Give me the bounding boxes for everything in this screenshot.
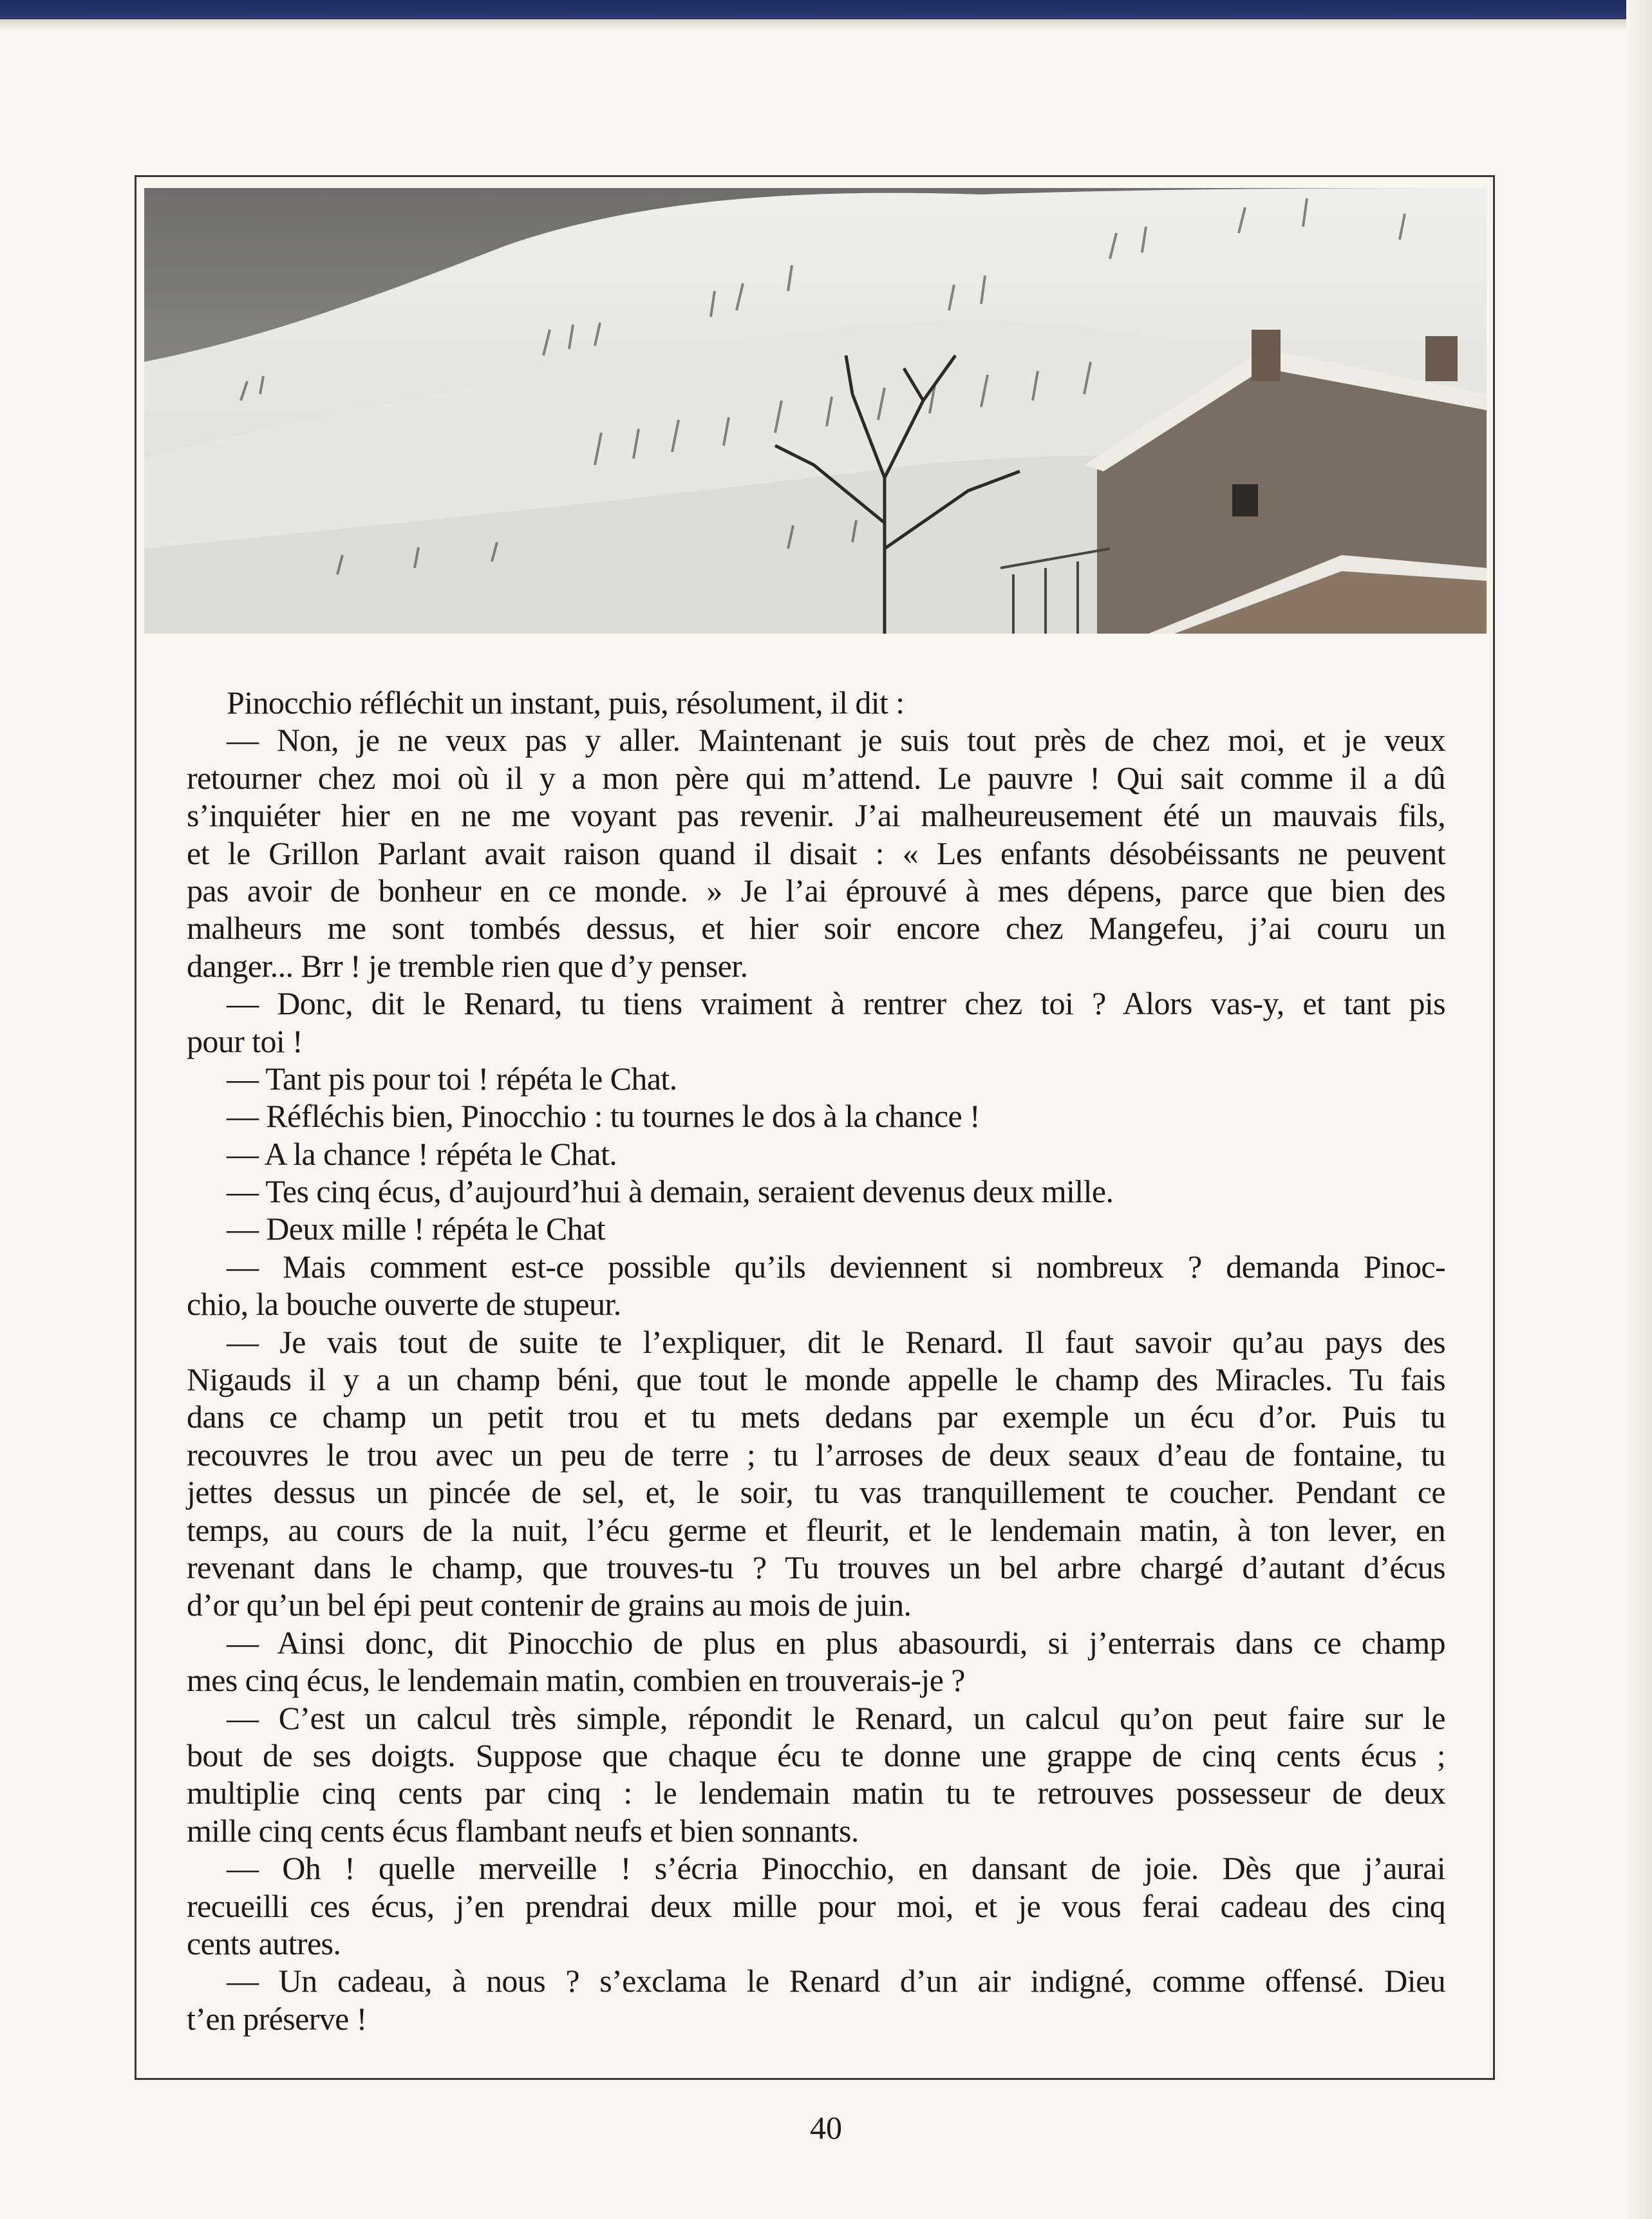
text-line: — A la chance ! répéta le Chat. [227,1135,617,1172]
paragraph [187,1210,1445,1247]
paragraph [187,1135,1445,1173]
text-line: — Deux mille ! répéta le Chat [227,1211,605,1247]
page-number: 40 [810,2110,842,2146]
text-line: temps, au cours de la nuit, l’écu germe et fleurit, et le lendemain matin, à ton lever, en [187,1511,1445,1548]
text-line: pas avoir de bonheur en ce monde. » Je l’ai éprouvé à mes dépens, parce que bien des [187,872,1445,909]
paragraph [187,1699,1445,1850]
text-line: s’inquiéter hier en ne me voyant pas revenir. J’ai malheureusement été un mauvais fils, [187,797,1445,834]
text-line: — Ainsi donc, dit Pinocchio de plus en plus abasourdi, si j’enterrais dans ce champ [227,1624,1445,1661]
text-line: malheurs me sont tombés dessus, et hier soir encore chez Mangefeu, j’ai couru un [187,910,1445,947]
paragraph [187,1624,1445,1699]
text-line: Pinocchio réfléchit un instant, puis, résolument, il dit : [227,685,905,721]
text-line: jettes dessus un pincée de sel, et, le soir, tu vas tranquillement te coucher. Pendant ce [187,1474,1445,1511]
paragraph [187,1097,1445,1135]
text-line: revenant dans le champ, que trouves-tu ? Tu trouves un bel arbre chargé d’autant d’écus [187,1549,1445,1585]
paragraph [187,1248,1445,1323]
text-line: chio, la bouche ouverte de stupeur. [187,1286,621,1323]
illustration-snowy-hills-house [144,188,1487,634]
paragraph [187,1173,1445,1210]
paragraph [187,1962,1445,2037]
text-line: — Oh ! quelle merveille ! s’écria Pinocchio, en dansant de joie. Dès que j’aurai [227,1850,1445,1887]
text-line: — Tes cinq écus, d’aujourd’hui à demain, seraient devenus deux mille. [227,1173,1114,1210]
text-line: dans ce champ un petit trou et tu mets dedans par exemple un écu d’or. Puis tu [187,1399,1445,1435]
text-line: retourner chez moi où il y a mon père qui m’attend. Le pauvre ! Qui sait comme il a dû [187,759,1445,796]
paragraph [187,985,1445,1060]
paragraph [187,1849,1445,1962]
paragraph [187,1060,1445,1097]
text-line: d’or qu’un bel épi peut contenir de grains au mois de juin. [187,1587,912,1623]
text-line: mille cinq cents écus flambant neufs et bien sonnants. [187,1812,859,1849]
paragraph [187,1323,1445,1624]
text-line: — Je vais tout de suite te l’expliquer, dit le Renard. Il faut savoir qu’au pays des [227,1323,1445,1360]
text-line: — C’est un calcul très simple, répondit le Renard, un calcul qu’on peut faire sur le [227,1699,1445,1736]
text-line: recouvres le trou avec un peu de terre ; tu l’arroses de deux seaux d’eau de fontaine, tu [187,1436,1445,1473]
page-edge [1626,0,1652,2219]
text-line: Nigauds il y a un champ béni, que tout le monde appelle le champ des Miracles. Tu fais [187,1361,1445,1398]
text-line: — Réfléchis bien, Pinocchio : tu tournes le dos à la chance ! [227,1098,980,1135]
text-line: et le Grillon Parlant avait raison quand il disait : « Les enfants désobéissants ne peuvent [187,835,1445,871]
binding-shadow [0,19,1652,31]
text-line: pour toi ! [187,1023,303,1059]
text-line: — Non, je ne veux pas y aller. Maintenant je suis tout près de chez moi, et je veux [227,722,1445,759]
paragraph [187,721,1445,985]
text-line: — Un cadeau, à nous ? s’exclama le Renard d’un air indigné, comme offensé. Dieu [227,1963,1445,1999]
text-line: danger... Brr ! je tremble rien que d’y penser. [187,947,748,984]
paragraph [187,684,1445,721]
text-line: cents autres. [187,1925,341,1961]
book-binding-edge [0,0,1652,19]
text-line: recueilli ces écus, j’en prendrai deux mille pour moi, et je vous ferai cadeau des cinq [187,1887,1445,1924]
text-line: multiplie cinq cents par cinq : le lendemain matin tu te retrouves possesseur de deux [187,1775,1445,1811]
text-line: mes cinq écus, le lendemain matin, combien en trouverais-je ? [187,1662,965,1699]
text-line: — Mais comment est-ce possible qu’ils deviennent si nombreux ? demanda Pinoc- [227,1248,1445,1285]
story-text [187,684,1445,2037]
text-line: bout de ses doigts. Suppose que chaque écu te donne une grappe de cinq cents écus ; [187,1737,1445,1773]
text-line: t’en préserve ! [187,2000,367,2037]
text-line: — Donc, dit le Renard, tu tiens vraiment à rentrer chez toi ? Alors vas-y, et tant pis [227,985,1445,1022]
text-line: — Tant pis pour toi ! répéta le Chat. [227,1060,677,1097]
snow-landscape-image [144,188,1487,634]
